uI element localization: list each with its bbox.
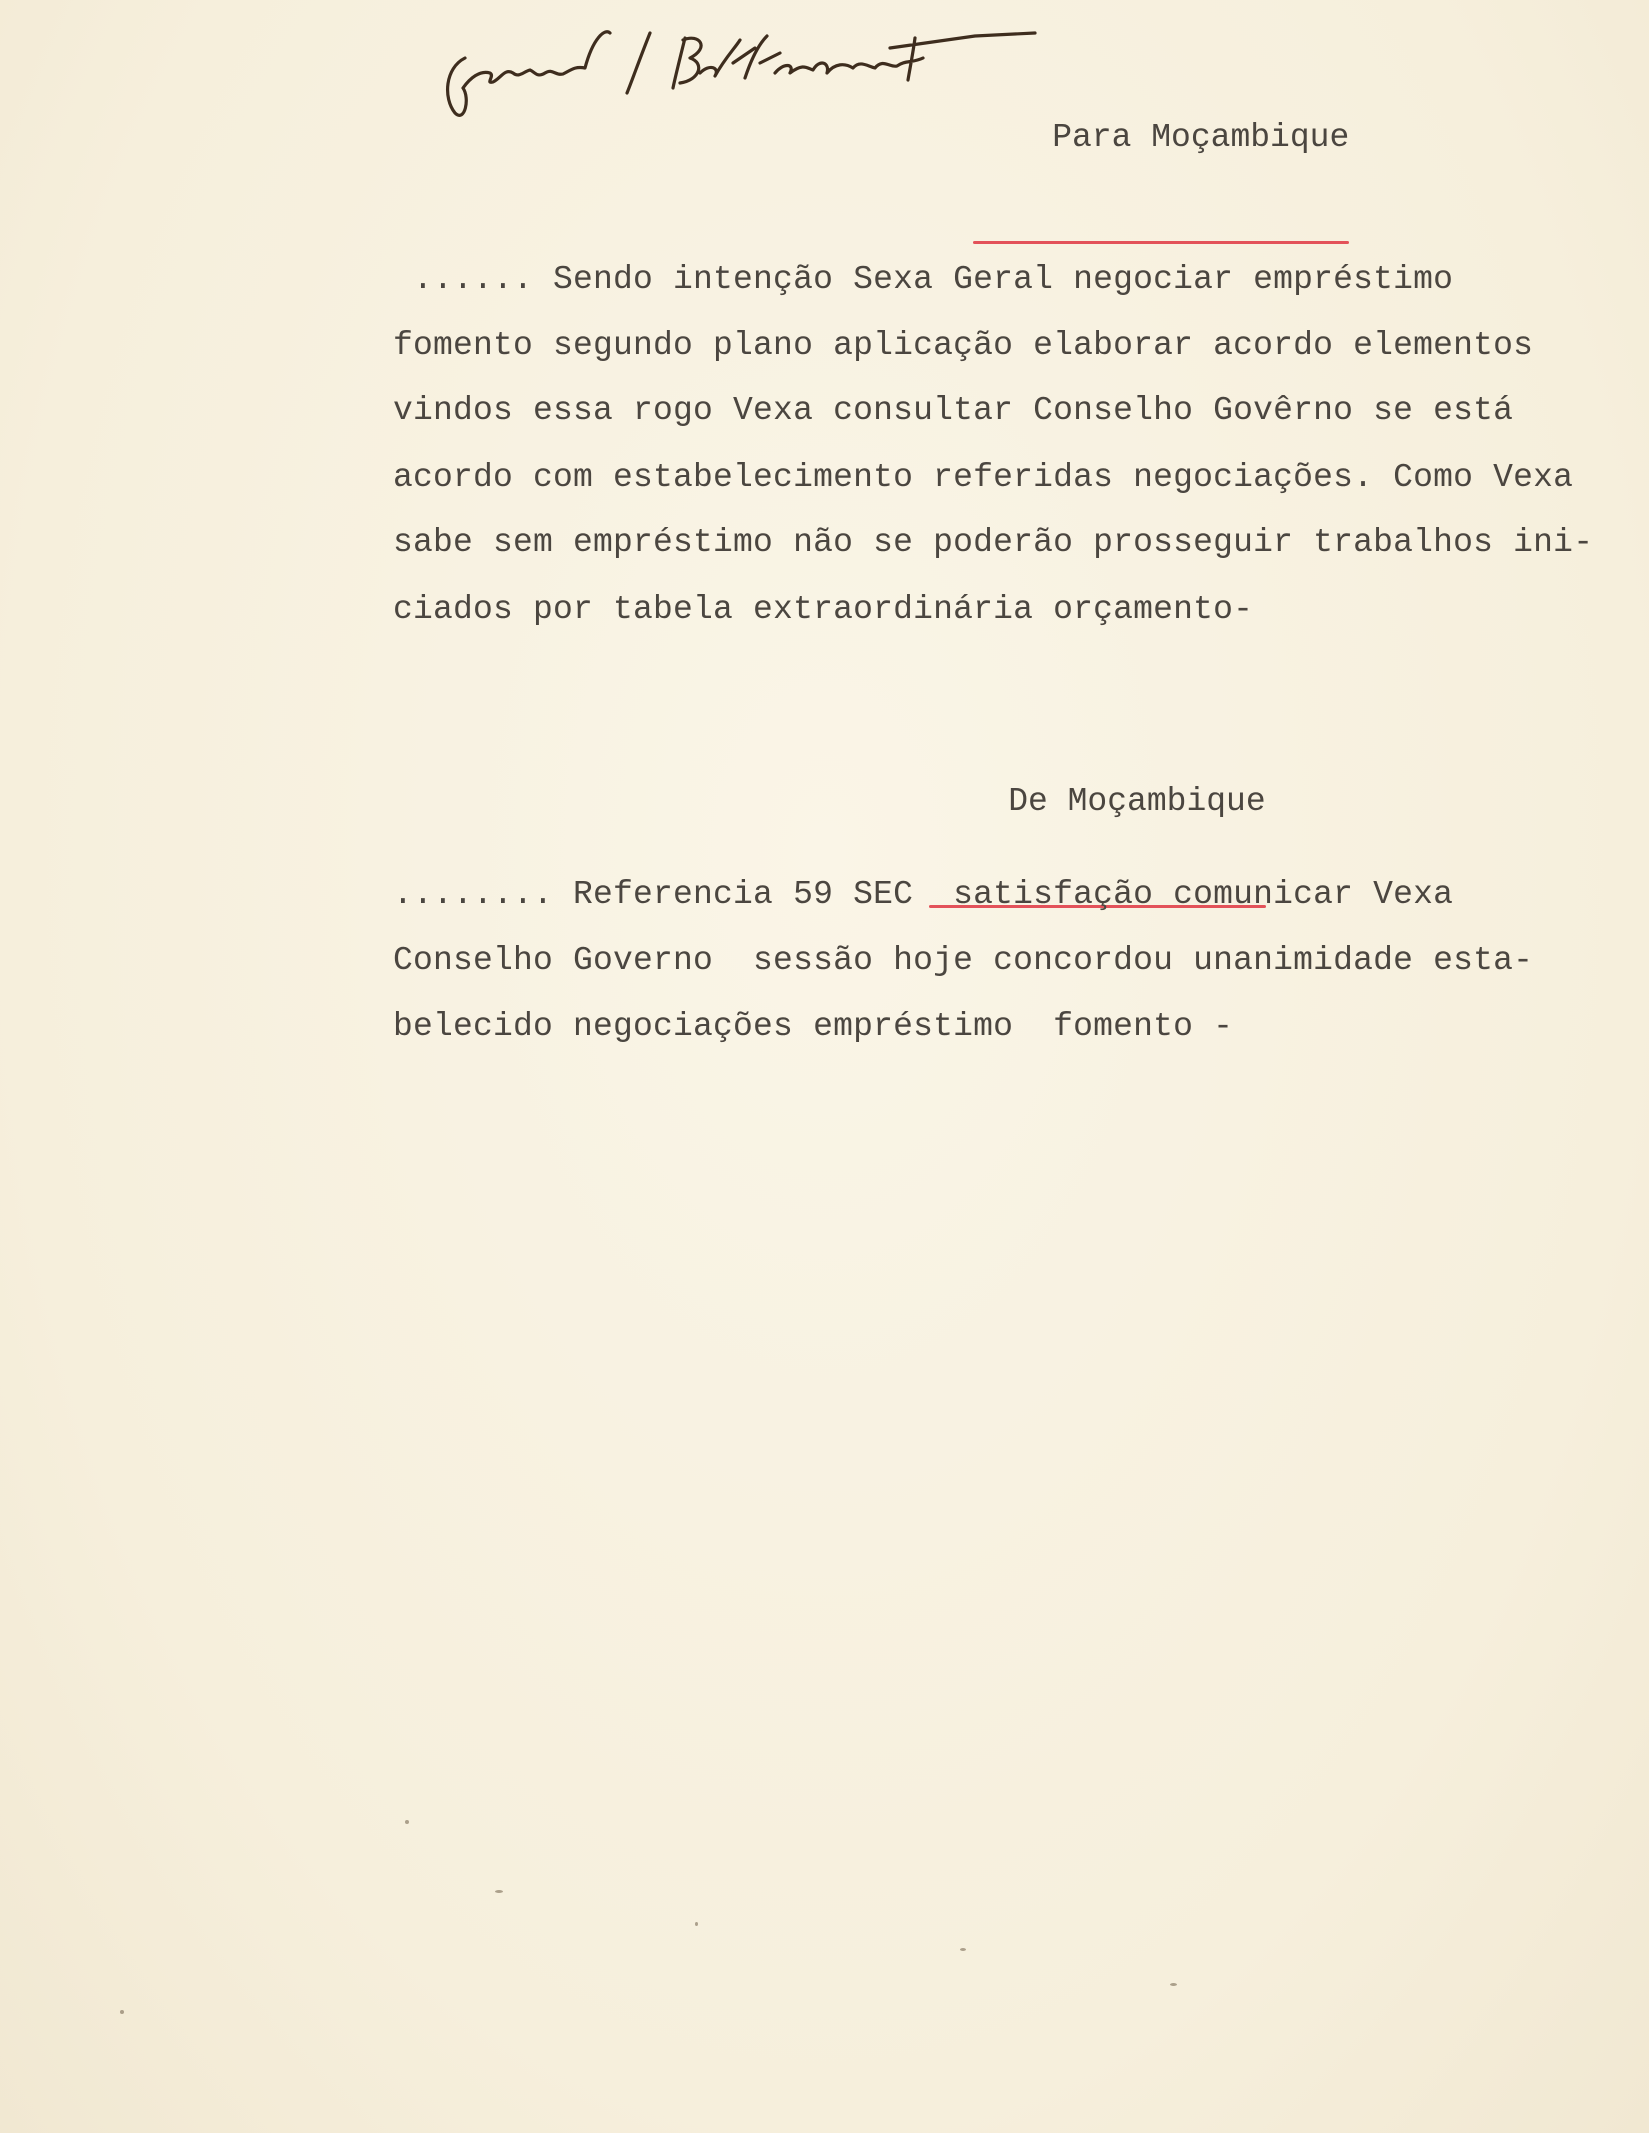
body-line: ........ Referencia 59 SEC satisfação comunicar Vexa xyxy=(393,876,1454,913)
paper-speck xyxy=(1170,1983,1177,1986)
red-underline xyxy=(973,241,1349,244)
body-line: ...... Sendo intenção Sexa Geral negociar empréstimo xyxy=(393,261,1454,298)
paper-speck xyxy=(405,1820,409,1824)
section-heading-para-mocambique xyxy=(973,78,1349,238)
body-line: fomento segundo plano aplicação elaborar acordo elementos xyxy=(393,327,1534,364)
paper-speck xyxy=(495,1890,503,1893)
heading-text: De Moçambique xyxy=(1008,783,1266,820)
paper-speck xyxy=(120,2010,124,2014)
body-line: Conselho Governo sessão hoje concordou unanimidade esta- xyxy=(393,942,1534,979)
paper-speck xyxy=(695,1922,698,1926)
body-line: sabe sem empréstimo não se poderão prosseguir trabalhos ini- xyxy=(393,524,1594,561)
heading-text: Para Moçambique xyxy=(1052,119,1350,156)
body-line: belecido negociações empréstimo fomento - xyxy=(393,1008,1234,1045)
body-line: acordo com estabelecimento referidas negociações. Como Vexa xyxy=(393,459,1574,496)
body-line: ciados por tabela extraordinária orçamento- xyxy=(393,591,1254,628)
paper-speck xyxy=(960,1948,966,1951)
body-line: vindos essa rogo Vexa consultar Conselho Govêrno se está xyxy=(393,392,1514,429)
